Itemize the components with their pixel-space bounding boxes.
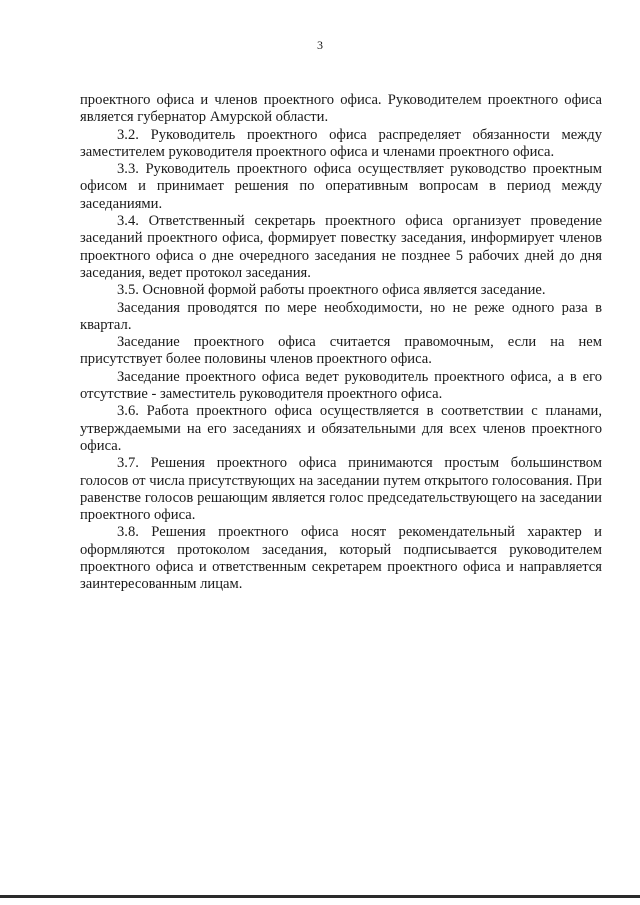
bottom-scan-edge [0,895,640,898]
paragraph-3-2: 3.2. Руководитель проектного офиса распределяет обязанности между заместителем руководителя проектного офиса и членами проектного офиса. [80,126,602,160]
paragraph-3-4: 3.4. Ответственный секретарь проектного офиса организует проведение заседаний проектного офиса, формирует повестку заседания, информирует членов проектного офиса о дне очередного заседания не позднее 5 рабочих дней до дня заседания, ведет протокол заседания. [80,213,602,281]
page-number: 3 [317,38,323,52]
paragraph-continuation: проектного офиса и членов проектного офиса. Руководителем проектного офиса является губернатор Амурской области. [80,92,602,126]
document-body [80,92,602,594]
paragraph-3-5: 3.5. Основной формой работы проектного офиса является заседание. [117,282,546,299]
paragraph-3-6: 3.6. Работа проектного офиса осуществляется в соответствии с планами, утверждаемыми на его заседаниях и обязательными для всех членов проектного офиса. [80,403,602,454]
paragraph-3-5-meetings: Заседания проводятся по мере необходимости, но не реже одного раза в квартал. [80,299,602,333]
paragraph-3-8: 3.8. Решения проектного офиса носят рекомендательный характер и оформляются протоколом заседания, который подписывается руководителем проектного офиса и ответственным секретарем проектного офиса и направляется заинтересованным лицам. [80,524,602,593]
paragraph-3-3: 3.3. Руководитель проектного офиса осуществляет руководство проектным офисом и принимает решения по оперативным вопросам в период между заседаниями. [80,161,602,212]
paragraph-3-5-chair: Заседание проектного офиса ведет руководитель проектного офиса, а в его отсутствие - заместитель руководителя проектного офиса. [80,368,602,403]
paragraph-3-5-quorum: Заседание проектного офиса считается правомочным, если на нем присутствует более половины членов проектного офиса. [80,334,602,368]
paragraph-3-7: 3.7. Решения проектного офиса принимаются простым большинством голосов от числа присутствующих на заседании путем открытого голосования. При равенстве голосов решающим является голос председательствующего на заседании проектного офиса. [80,455,602,524]
